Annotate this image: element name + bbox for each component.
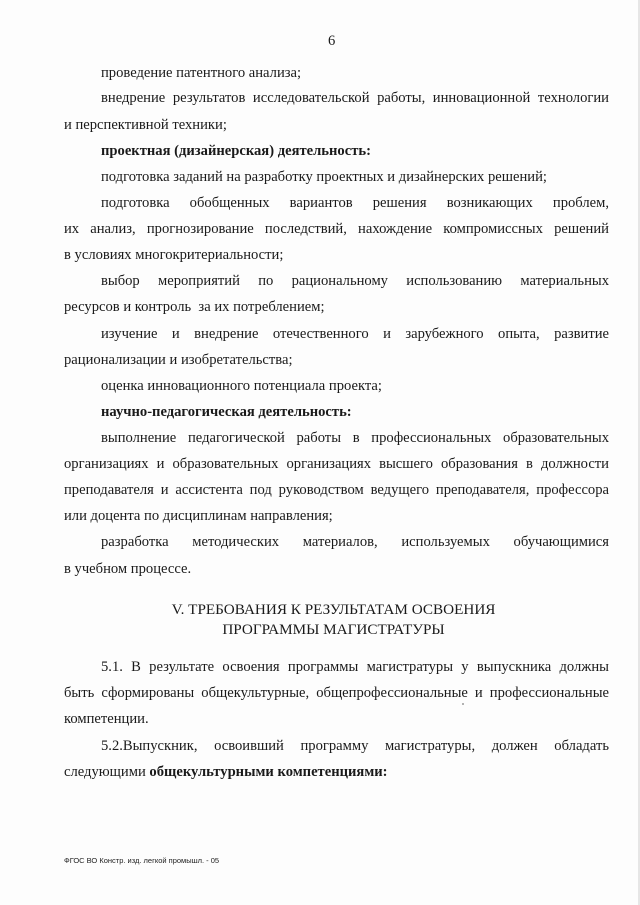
body-line: или доцента по дисциплинам направления; — [64, 508, 333, 524]
body-line: оценка инновационного потенциала проекта; — [101, 378, 382, 394]
page-number: 6 — [328, 33, 336, 49]
section-heading-line-1: V. ТРЕБОВАНИЯ К РЕЗУЛЬТАТАМ ОСВОЕНИЯ — [171, 601, 496, 618]
bold-term: общекультурными компетенциями: — [149, 764, 388, 780]
body-line: в учебном процессе. — [64, 561, 192, 577]
body-line: организациях и образовательных организациях высшего образования в должности — [64, 456, 609, 472]
footer-note: ФГОС ВО Констр. изд. легкой промышл. - 05 — [64, 856, 220, 865]
body-line: проведение патентного анализа; — [101, 65, 302, 81]
body-line: и перспективной техники; — [64, 117, 227, 133]
body-line: разработка методических материалов, используемых обучающимися — [101, 534, 609, 550]
subheading: проектная (дизайнерская) деятельность: — [101, 143, 371, 159]
body-line — [64, 763, 388, 781]
body-line: 5.2.Выпускник, освоивший программу магистратуры, должен обладать — [101, 738, 609, 754]
body-line: их анализ, прогнозирование последствий, нахождение компромиссных решений — [64, 221, 609, 237]
body-line: рационализации и изобретательства; — [64, 352, 293, 368]
body-text: следующими — [64, 764, 150, 780]
body-line: 5.1. В результате освоения программы магистратуры у выпускника должны — [101, 659, 609, 675]
body-line: выполнение педагогической работы в профессиональных образовательных — [101, 430, 609, 446]
body-line: подготовка заданий на разработку проектных и дизайнерских решений; — [101, 169, 547, 185]
body-line: ресурсов и контроль за их потреблением; — [64, 299, 325, 315]
section-heading-line-2: ПРОГРАММЫ МАГИСТРАТУРЫ — [222, 621, 445, 638]
subheading: научно-педагогическая деятельность: — [101, 404, 352, 420]
body-line: в условиях многокритериальности; — [64, 247, 284, 263]
body-line: подготовка обобщенных вариантов решения возникающих проблем, — [101, 195, 609, 211]
body-line: преподавателя и ассистента под руководством ведущего преподавателя, профессора — [64, 482, 609, 498]
body-line: изучение и внедрение отечественного и зарубежного опыта, развитие — [101, 326, 609, 342]
body-line: быть сформированы общекультурные, общепрофессиональные и профессиональные — [64, 685, 609, 701]
scan-speck — [462, 703, 464, 705]
body-line: внедрение результатов исследовательской работы, инновационной технологии — [101, 90, 609, 106]
body-line: компетенции. — [64, 711, 149, 727]
body-line: выбор мероприятий по рациональному использованию материальных — [101, 273, 609, 289]
